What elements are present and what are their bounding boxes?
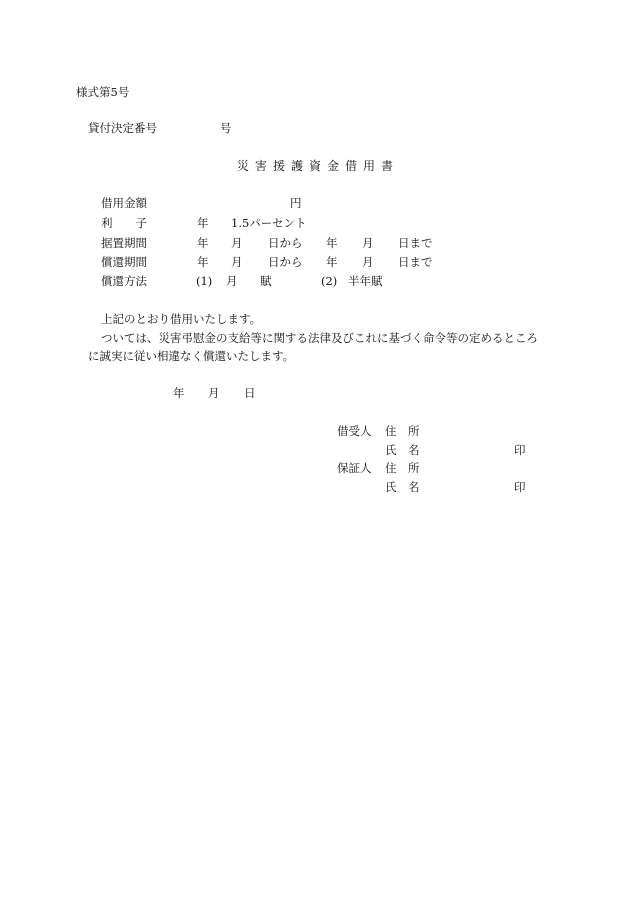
date-day: 日 <box>244 386 256 400</box>
repayment-method-option1-fu: 賦 <box>260 274 272 288</box>
date-year: 年 <box>173 386 185 400</box>
borrower-address-label: 住 所 <box>385 424 420 438</box>
date-month: 月 <box>208 386 220 400</box>
deferment-year-start: 年 <box>197 236 209 250</box>
deferment-label: 据置期間 <box>101 236 147 250</box>
body-line-1: 上記のとおり借用いたします。 <box>101 312 262 326</box>
decision-number-suffix: 号 <box>220 121 232 135</box>
repayment-method-option2-number: (2) <box>321 274 338 288</box>
repayment-period-day-from: 日から <box>268 255 303 269</box>
amount-unit: 円 <box>290 196 302 210</box>
guarantor-name-label: 氏 名 <box>385 480 420 494</box>
guarantor-address-label: 住 所 <box>385 461 420 475</box>
repayment-period-day-until: 日まで <box>398 255 433 269</box>
repayment-period-year-end: 年 <box>326 255 338 269</box>
guarantor-seal: 印 <box>514 480 526 494</box>
deferment-month-start: 月 <box>231 236 243 250</box>
deferment-year-end: 年 <box>326 236 338 250</box>
deferment-month-end: 月 <box>362 236 374 250</box>
body-line-3: に誠実に従い相違なく償還いたします。 <box>88 349 295 363</box>
guarantor-role: 保証人 <box>337 461 372 475</box>
decision-number-label: 貸付決定番号 <box>88 121 157 135</box>
repayment-method-label: 償還方法 <box>101 274 147 288</box>
document-title: 災害援護資金借用書 <box>237 159 400 173</box>
deferment-day-until: 日まで <box>398 236 433 250</box>
deferment-day-from: 日から <box>268 236 303 250</box>
borrower-seal: 印 <box>514 443 526 457</box>
repayment-period-month-start: 月 <box>231 255 243 269</box>
repayment-period-label: 償還期間 <box>101 255 147 269</box>
repayment-period-month-end: 月 <box>362 255 374 269</box>
form-number: 様式第5号 <box>76 85 130 99</box>
borrower-role: 借受人 <box>337 424 372 438</box>
repayment-method-option2-text: 半年賦 <box>348 274 383 288</box>
body-line-2: ついては、災害弔慰金の支給等に関する法律及びこれに基づく命令等の定めるところ <box>101 331 538 345</box>
amount-label: 借用金額 <box>101 196 147 210</box>
interest-rate: 1.5パーセント <box>231 216 307 230</box>
interest-label: 利 子 <box>101 216 147 230</box>
repayment-period-year-start: 年 <box>197 255 209 269</box>
repayment-method-option1-month: 月 <box>226 274 238 288</box>
borrower-name-label: 氏 名 <box>385 443 420 457</box>
interest-year: 年 <box>197 216 209 230</box>
repayment-method-option1-number: (1) <box>196 274 213 288</box>
